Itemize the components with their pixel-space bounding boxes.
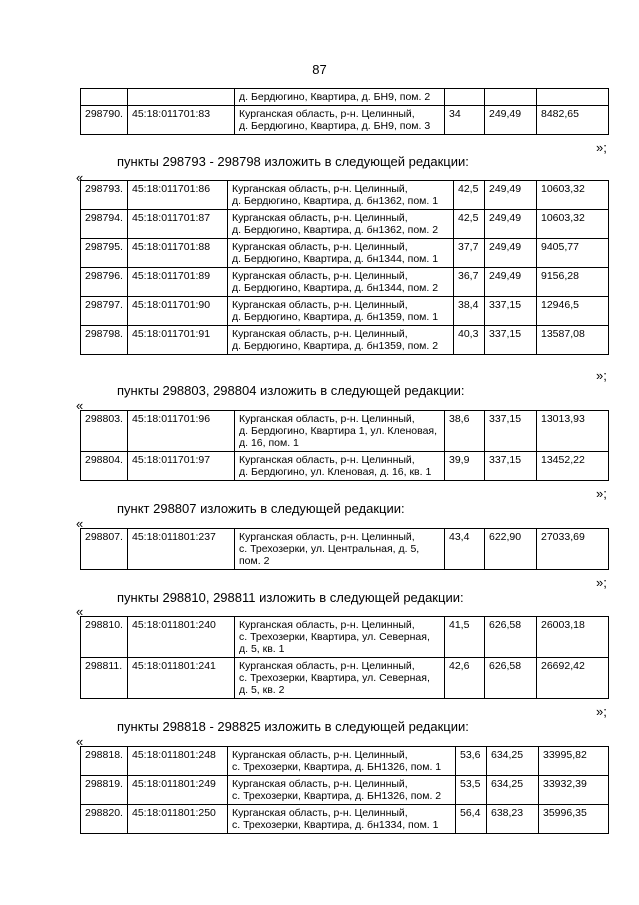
opening-quote: « — [76, 734, 84, 749]
page-number: 87 — [312, 62, 327, 77]
amendment-instruction: пункты 298810, 298811 изложить в следующей редакции: — [117, 590, 464, 605]
opening-quote: « — [76, 516, 84, 531]
table-row — [81, 268, 609, 297]
registry-table-1 — [80, 180, 609, 355]
address: Курганская область, р-н. Целинный, с. Трехозерки, Квартира, д. БН1326, пом. 1 — [228, 747, 456, 776]
address: Курганская область, р-н. Целинный, д. Бердюгино, Квартира 1, ул. Кленовая, д. 16, пом. 1 — [235, 411, 445, 452]
cadastral-number: 45:18:011801:240 — [128, 617, 235, 658]
table-row — [81, 452, 609, 481]
unit-price: 634,25 — [487, 776, 539, 805]
address: Курганская область, р-н. Целинный, с. Трехозерки, Квартира, ул. Северная, д. 5, кв. 2 — [235, 658, 445, 699]
opening-quote: « — [76, 604, 84, 619]
row-number: 298790. — [81, 106, 128, 135]
area — [445, 89, 485, 106]
registry-table-4 — [80, 616, 609, 699]
row-number: 298820. — [81, 805, 128, 834]
unit-price: 337,15 — [485, 411, 537, 452]
row-number: 298804. — [81, 452, 128, 481]
address: Курганская область, р-н. Целинный, д. Бердюгино, Квартира, д. бн1344, пом. 2 — [228, 268, 454, 297]
area: 41,5 — [445, 617, 485, 658]
area: 36,7 — [454, 268, 485, 297]
table-row — [81, 181, 609, 210]
row-number: 298798. — [81, 326, 128, 355]
cadastral-number: 45:18:011801:249 — [128, 776, 228, 805]
cadastral-number: 45:18:011701:88 — [128, 239, 228, 268]
row-number: 298807. — [81, 529, 128, 570]
area: 42,6 — [445, 658, 485, 699]
amendment-instruction: пункты 298818 - 298825 изложить в следующей редакции: — [117, 719, 469, 734]
unit-price: 249,49 — [485, 268, 537, 297]
table-row — [81, 210, 609, 239]
area: 40,3 — [454, 326, 485, 355]
cadastral-number: 45:18:011801:237 — [128, 529, 235, 570]
unit-price: 249,49 — [485, 181, 537, 210]
unit-price: 337,15 — [485, 326, 537, 355]
total-value: 13013,93 — [537, 411, 609, 452]
area: 53,6 — [456, 747, 487, 776]
address: Курганская область, р-н. Целинный, д. Бердюгино, Квартира, д. бн1344, пом. 1 — [228, 239, 454, 268]
cadastral-number: 45:18:011801:248 — [128, 747, 228, 776]
table-row — [81, 297, 609, 326]
row-number: 298796. — [81, 268, 128, 297]
table-row — [81, 658, 609, 699]
amendment-instruction: пункты 298803, 298804 изложить в следующей редакции: — [117, 383, 465, 398]
address: Курганская область, р-н. Целинный, с. Трехозерки, Квартира, д. бн1334, пом. 1 — [228, 805, 456, 834]
cadastral-number: 45:18:011701:91 — [128, 326, 228, 355]
cadastral-number: 45:18:011701:87 — [128, 210, 228, 239]
area: 56,4 — [456, 805, 487, 834]
cadastral-number: 45:18:011701:83 — [128, 106, 235, 135]
address: Курганская область, р-н. Целинный, д. Бердюгино, Квартира, д. бн1362, пом. 2 — [228, 210, 454, 239]
opening-quote: « — [76, 398, 84, 413]
area: 42,5 — [454, 210, 485, 239]
total-value: 9405,77 — [537, 239, 609, 268]
total-value: 33995,82 — [539, 747, 609, 776]
total-value: 10603,32 — [537, 210, 609, 239]
cadastral-number: 45:18:011801:241 — [128, 658, 235, 699]
total-value — [537, 89, 609, 106]
area: 43,4 — [445, 529, 485, 570]
total-value: 8482,65 — [537, 106, 609, 135]
closing-quote: »; — [596, 575, 607, 590]
total-value: 35996,35 — [539, 805, 609, 834]
table-row — [81, 805, 609, 834]
row-number: 298811. — [81, 658, 128, 699]
area: 34 — [445, 106, 485, 135]
registry-table-3 — [80, 528, 609, 570]
address: Курганская область, р-н. Целинный, д. Бердюгино, Квартира, д. бн1359, пом. 1 — [228, 297, 454, 326]
row-number: 298810. — [81, 617, 128, 658]
unit-price: 626,58 — [485, 658, 537, 699]
registry-table-0 — [80, 88, 609, 135]
address: Курганская область, р-н. Целинный, с. Трехозерки, Квартира, д. БН1326, пом. 2 — [228, 776, 456, 805]
unit-price: 249,49 — [485, 210, 537, 239]
registry-table-2 — [80, 410, 609, 481]
table-row — [81, 747, 609, 776]
table-row — [81, 617, 609, 658]
total-value: 10603,32 — [537, 181, 609, 210]
row-number: 298819. — [81, 776, 128, 805]
area: 53,5 — [456, 776, 487, 805]
table-row — [81, 411, 609, 452]
table-row — [81, 326, 609, 355]
total-value: 26003,18 — [537, 617, 609, 658]
total-value: 26692,42 — [537, 658, 609, 699]
registry-table-5 — [80, 746, 609, 834]
cadastral-number — [128, 89, 235, 106]
area: 38,6 — [445, 411, 485, 452]
total-value: 27033,69 — [537, 529, 609, 570]
closing-quote: »; — [596, 368, 607, 383]
table-row — [81, 89, 609, 106]
table-row — [81, 239, 609, 268]
area: 37,7 — [454, 239, 485, 268]
address: Курганская область, р-н. Целинный, д. Бердюгино, Квартира, д. бн1359, пом. 2 — [228, 326, 454, 355]
cadastral-number: 45:18:011701:90 — [128, 297, 228, 326]
address: Курганская область, р-н. Целинный, д. Бердюгино, Квартира, д. БН9, пом. 3 — [235, 106, 445, 135]
table-row — [81, 106, 609, 135]
area: 42,5 — [454, 181, 485, 210]
total-value: 9156,28 — [537, 268, 609, 297]
row-number: 298794. — [81, 210, 128, 239]
row-number — [81, 89, 128, 106]
unit-price: 249,49 — [485, 106, 537, 135]
amendment-instruction: пункт 298807 изложить в следующей редакции: — [117, 501, 405, 516]
unit-price: 626,58 — [485, 617, 537, 658]
table-row — [81, 529, 609, 570]
unit-price: 622,90 — [485, 529, 537, 570]
amendment-instruction: пункты 298793 - 298798 изложить в следующей редакции: — [117, 154, 469, 169]
total-value: 12946,5 — [537, 297, 609, 326]
closing-quote: »; — [596, 140, 607, 155]
unit-price: 337,15 — [485, 297, 537, 326]
closing-quote: »; — [596, 704, 607, 719]
cadastral-number: 45:18:011801:250 — [128, 805, 228, 834]
total-value: 33932,39 — [539, 776, 609, 805]
unit-price: 337,15 — [485, 452, 537, 481]
table-row — [81, 776, 609, 805]
unit-price: 638,23 — [487, 805, 539, 834]
total-value: 13587,08 — [537, 326, 609, 355]
cadastral-number: 45:18:011701:89 — [128, 268, 228, 297]
row-number: 298793. — [81, 181, 128, 210]
row-number: 298795. — [81, 239, 128, 268]
opening-quote: « — [76, 170, 84, 185]
cadastral-number: 45:18:011701:96 — [128, 411, 235, 452]
total-value: 13452,22 — [537, 452, 609, 481]
unit-price: 634,25 — [487, 747, 539, 776]
unit-price: 249,49 — [485, 239, 537, 268]
area: 39,9 — [445, 452, 485, 481]
row-number: 298803. — [81, 411, 128, 452]
area: 38,4 — [454, 297, 485, 326]
closing-quote: »; — [596, 486, 607, 501]
address: Курганская область, р-н. Целинный, с. Трехозерки, ул. Центральная, д. 5, пом. 2 — [235, 529, 445, 570]
cadastral-number: 45:18:011701:97 — [128, 452, 235, 481]
row-number: 298797. — [81, 297, 128, 326]
unit-price — [485, 89, 537, 106]
address: д. Бердюгино, Квартира, д. БН9, пом. 2 — [235, 89, 445, 106]
address: Курганская область, р-н. Целинный, д. Бердюгино, ул. Кленовая, д. 16, кв. 1 — [235, 452, 445, 481]
cadastral-number: 45:18:011701:86 — [128, 181, 228, 210]
address: Курганская область, р-н. Целинный, с. Трехозерки, Квартира, ул. Северная, д. 5, кв. 1 — [235, 617, 445, 658]
row-number: 298818. — [81, 747, 128, 776]
address: Курганская область, р-н. Целинный, д. Бердюгино, Квартира, д. бн1362, пом. 1 — [228, 181, 454, 210]
